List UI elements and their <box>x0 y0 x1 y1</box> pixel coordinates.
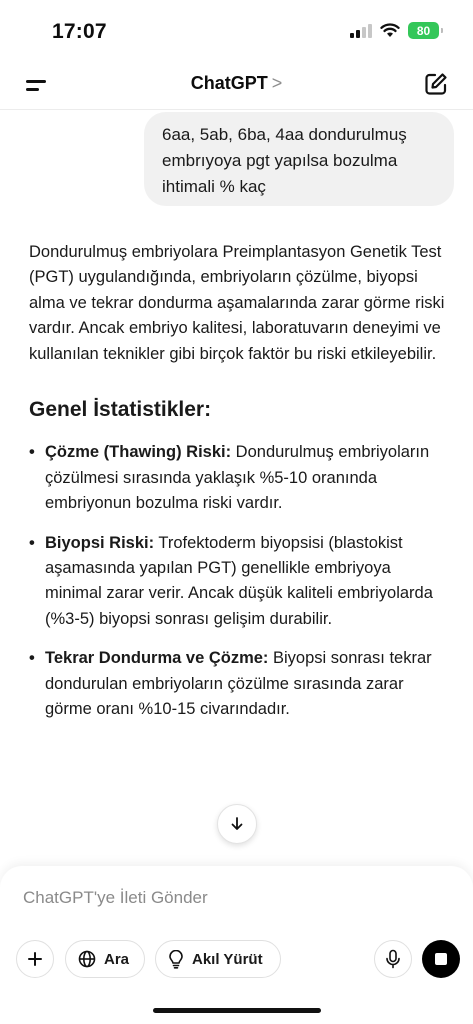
bullet-title: Tekrar Dondurma ve Çözme: <box>45 649 269 668</box>
microphone-icon <box>385 949 401 969</box>
cellular-signal-icon <box>350 24 372 38</box>
stop-generating-button[interactable] <box>422 940 460 978</box>
home-indicator <box>153 1008 321 1013</box>
status-time: 17:07 <box>52 20 107 43</box>
model-selector[interactable] <box>0 73 473 94</box>
battery-icon <box>408 22 439 39</box>
battery-level: 80 <box>416 23 431 38</box>
lightbulb-icon <box>168 950 184 969</box>
bullet-title: Çözme (Thawing) Riski: <box>45 443 232 462</box>
globe-icon <box>78 950 96 968</box>
list-item <box>29 440 449 516</box>
wifi-icon <box>380 23 400 38</box>
bullet-text: Biyopsi sonrası tekrar dondurulan embriyoların çözülme sırasında zarar görme oranı %10-15 civarındadır. <box>45 649 432 719</box>
edit-icon <box>423 71 449 97</box>
voice-input-button[interactable] <box>374 940 412 978</box>
stop-icon <box>435 953 447 965</box>
plus-icon <box>27 951 43 967</box>
bullet-text: Trofektoderm biyopsisi (blastokist aşamasında yapılan PGT) genellikle embriyoya minimal zarar verir. Ancak düşük kaliteli embriyolarda (%3-5) biyopsi sonrası gelişim durabilir. <box>45 533 433 628</box>
list-item <box>29 646 449 722</box>
status-icons <box>350 22 439 39</box>
chat-header <box>0 60 473 110</box>
message-composer <box>0 866 473 1024</box>
user-message-bubble: 6aa, 5ab, 6ba, 4aa dondurulmuş embrıyoya pgt yapılsa bozulma ihtimali % kaç <box>144 112 454 206</box>
attach-button[interactable] <box>16 940 54 978</box>
bullet-title: Biyopsi Riski: <box>45 533 155 552</box>
page-title: ChatGPT <box>190 73 268 93</box>
answer-bullet-list <box>29 440 449 722</box>
list-item <box>29 531 449 633</box>
message-input[interactable]: ChatGPT'ye İleti Gönder <box>23 888 208 907</box>
assistant-message <box>29 240 449 737</box>
arrow-down-icon <box>229 816 245 832</box>
scroll-to-bottom-button[interactable] <box>217 804 257 844</box>
search-button[interactable] <box>65 940 145 978</box>
search-label: Ara <box>104 950 130 968</box>
answer-heading: Genel İstatistikler: <box>29 398 212 422</box>
reason-label: Akıl Yürüt <box>192 950 263 968</box>
new-chat-button[interactable] <box>423 71 449 97</box>
answer-intro: Dondurulmuş embriyolara Preimplantasyon Genetik Test (PGT) uygulandığında, embriyoların çözülme, biyopsi alma ve tekrar dondurma aşamalarında zarar görme riski vardır. Ancak embriyo kalitesi, laboratuvarın deneyimi ve kullanılan teknikler gibi birçok faktör bu riski etkileyebilir. <box>29 243 445 363</box>
chevron-right-icon: > <box>271 73 283 93</box>
status-bar <box>0 0 473 60</box>
bullet-text: Dondurulmuş embriyoların çözülmesi sırasında yaklaşık %5-10 oranında embriyonun bozulma riski vardır. <box>45 443 430 513</box>
reason-button[interactable] <box>155 940 281 978</box>
